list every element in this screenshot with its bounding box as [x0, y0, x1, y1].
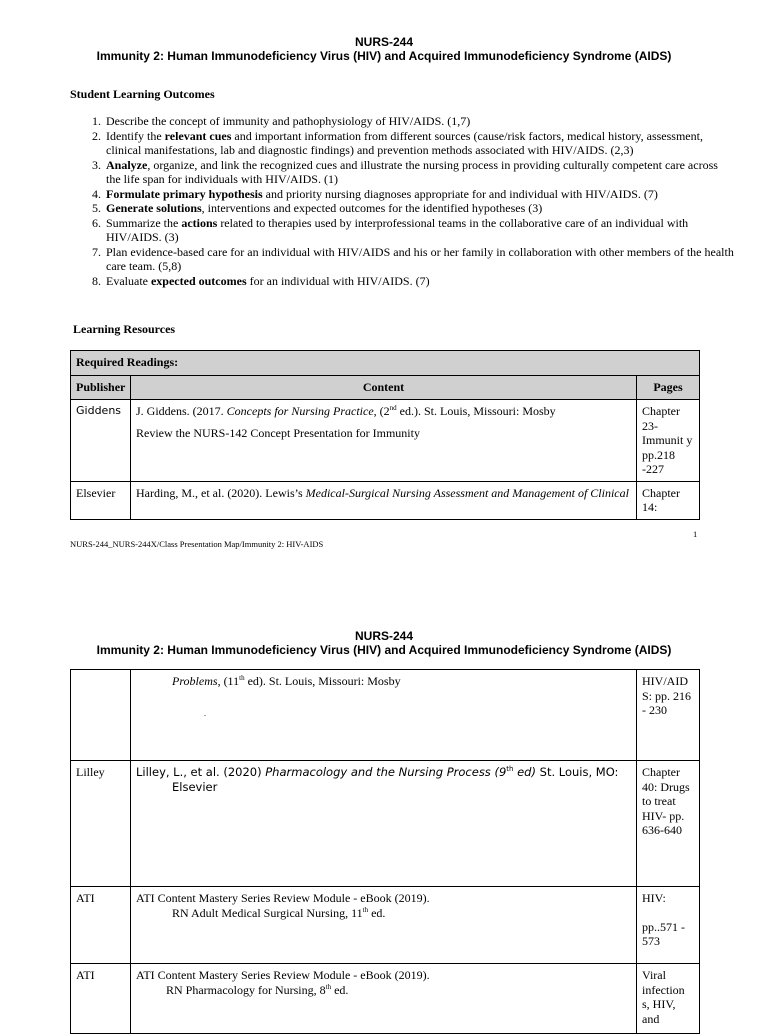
citation: ATI Content Mastery Series Review Module - eBook (2019). — [136, 891, 430, 905]
content-cell — [131, 670, 637, 761]
outcome-item: 6. Summarize the actions related to therapies used by interprofessional teams in the collaborative care of an individual with HIV/AIDS. (3) — [104, 216, 734, 245]
pages-cell: HIV/AID S: pp. 216 - 230 — [637, 670, 700, 761]
content-cell — [131, 887, 637, 964]
table-row — [71, 964, 700, 1034]
publisher-cell: Elsevier — [71, 481, 131, 519]
pages-cell: HIV: pp..571 - 573 — [637, 887, 700, 964]
page-header — [0, 35, 768, 63]
outcomes-heading: Student Learning Outcomes — [70, 87, 215, 101]
citation-line2: Elsevier — [172, 779, 218, 794]
content-cell — [131, 761, 637, 887]
column-header-publisher: Publisher — [71, 376, 131, 400]
column-header-content: Content — [131, 376, 637, 400]
citation-line2: RN Pharmacology for Nursing, 8th ed. — [166, 982, 349, 997]
note: Review the NURS-142 Concept Presentation for Immunity — [136, 425, 420, 440]
document-title: Immunity 2: Human Immunodeficiency Virus (HIV) and Acquired Immunodeficiency Syndrome (AIDS) — [96, 643, 672, 657]
table-row — [71, 761, 700, 887]
page-number: 1 — [693, 529, 698, 539]
readings-table-continued — [70, 669, 700, 1034]
table-row — [71, 887, 700, 964]
outcome-item: 5. Generate solutions, interventions and expected outcomes for the identified hypotheses (3) — [104, 201, 734, 216]
outcome-item: 7. Plan evidence-based care for an individual with HIV/AIDS and his or her family in collaboration with other members of the health care team. (5,8) — [104, 245, 734, 274]
publisher-cell: Giddens — [71, 400, 131, 482]
column-header-pages: Pages — [637, 376, 700, 400]
citation-line2: RN Adult Medical Surgical Nursing, 11th ed. — [172, 905, 386, 920]
course-code: NURS-244 — [354, 629, 414, 643]
document-title: Immunity 2: Human Immunodeficiency Virus (HIV) and Acquired Immunodeficiency Syndrome (AIDS) — [96, 49, 672, 63]
citation: Lilley, L., et al. (2020) Pharmacology and the Nursing Process (9th ed) St. Louis, MO: — [136, 765, 619, 779]
outcome-item: 8. Evaluate expected outcomes for an individual with HIV/AIDS. (7) — [104, 274, 734, 289]
page-footer: NURS-244_NURS-244X/Class Presentation Map/Immunity 2: HIV-AIDS — [70, 539, 324, 549]
page-header — [0, 629, 768, 657]
publisher-cell — [71, 670, 131, 761]
table-row — [71, 670, 700, 761]
pages-cell: Chapter 40: Drugs to treat HIV- pp. 636-640 — [637, 761, 700, 887]
content-cell — [131, 964, 637, 1034]
table-row — [71, 481, 700, 519]
content-cell: Harding, M., et al. (2020). Lewis’s Medical-Surgical Nursing Assessment and Management of Clinical — [131, 481, 637, 519]
outcome-item: 3. Analyze, organize, and link the recognized cues and illustrate the nursing process in providing culturally competent care across the life span for individuals with HIV/AIDS. (1) — [104, 158, 734, 187]
outcomes-list — [70, 114, 734, 288]
pages-cell: Chapter 23- Immunit y pp.218 -227 — [637, 400, 700, 482]
citation: ATI Content Mastery Series Review Module - eBook (2019). — [136, 968, 430, 982]
readings-table — [70, 350, 700, 520]
content-cell — [131, 400, 637, 482]
outcome-item: 1. Describe the concept of immunity and pathophysiology of HIV/AIDS. (1,7) — [104, 114, 734, 129]
outcome-item: 2. Identify the relevant cues and important information from different sources (cause/risk factors, medical history, assessment, clinical manifestations, lab and diagnostic findings) and prevention methods associated with HIV/AIDS. (2,3) — [104, 129, 734, 158]
table-row — [71, 400, 700, 482]
resources-heading: Learning Resources — [73, 322, 176, 336]
pages-cell: Chapter 14: — [637, 481, 700, 519]
citation-continued: Problems, (11th ed). St. Louis, Missouri: Mosby — [172, 674, 401, 688]
stray-dot: . — [204, 708, 206, 718]
pages-cell: Viral infection s, HIV, and — [637, 964, 700, 1034]
publisher-cell: Lilley — [71, 761, 131, 887]
required-readings-label: Required Readings: — [71, 351, 700, 376]
outcome-item: 4. Formulate primary hypothesis and priority nursing diagnoses appropriate for and individual with HIV/AIDS. (7) — [104, 187, 734, 202]
publisher-cell: ATI — [71, 887, 131, 964]
publisher-cell: ATI — [71, 964, 131, 1034]
citation: J. Giddens. (2017. Concepts for Nursing Practice, (2nd ed.). St. Louis, Missouri: Mosby — [136, 404, 556, 418]
course-code: NURS-244 — [354, 35, 414, 49]
